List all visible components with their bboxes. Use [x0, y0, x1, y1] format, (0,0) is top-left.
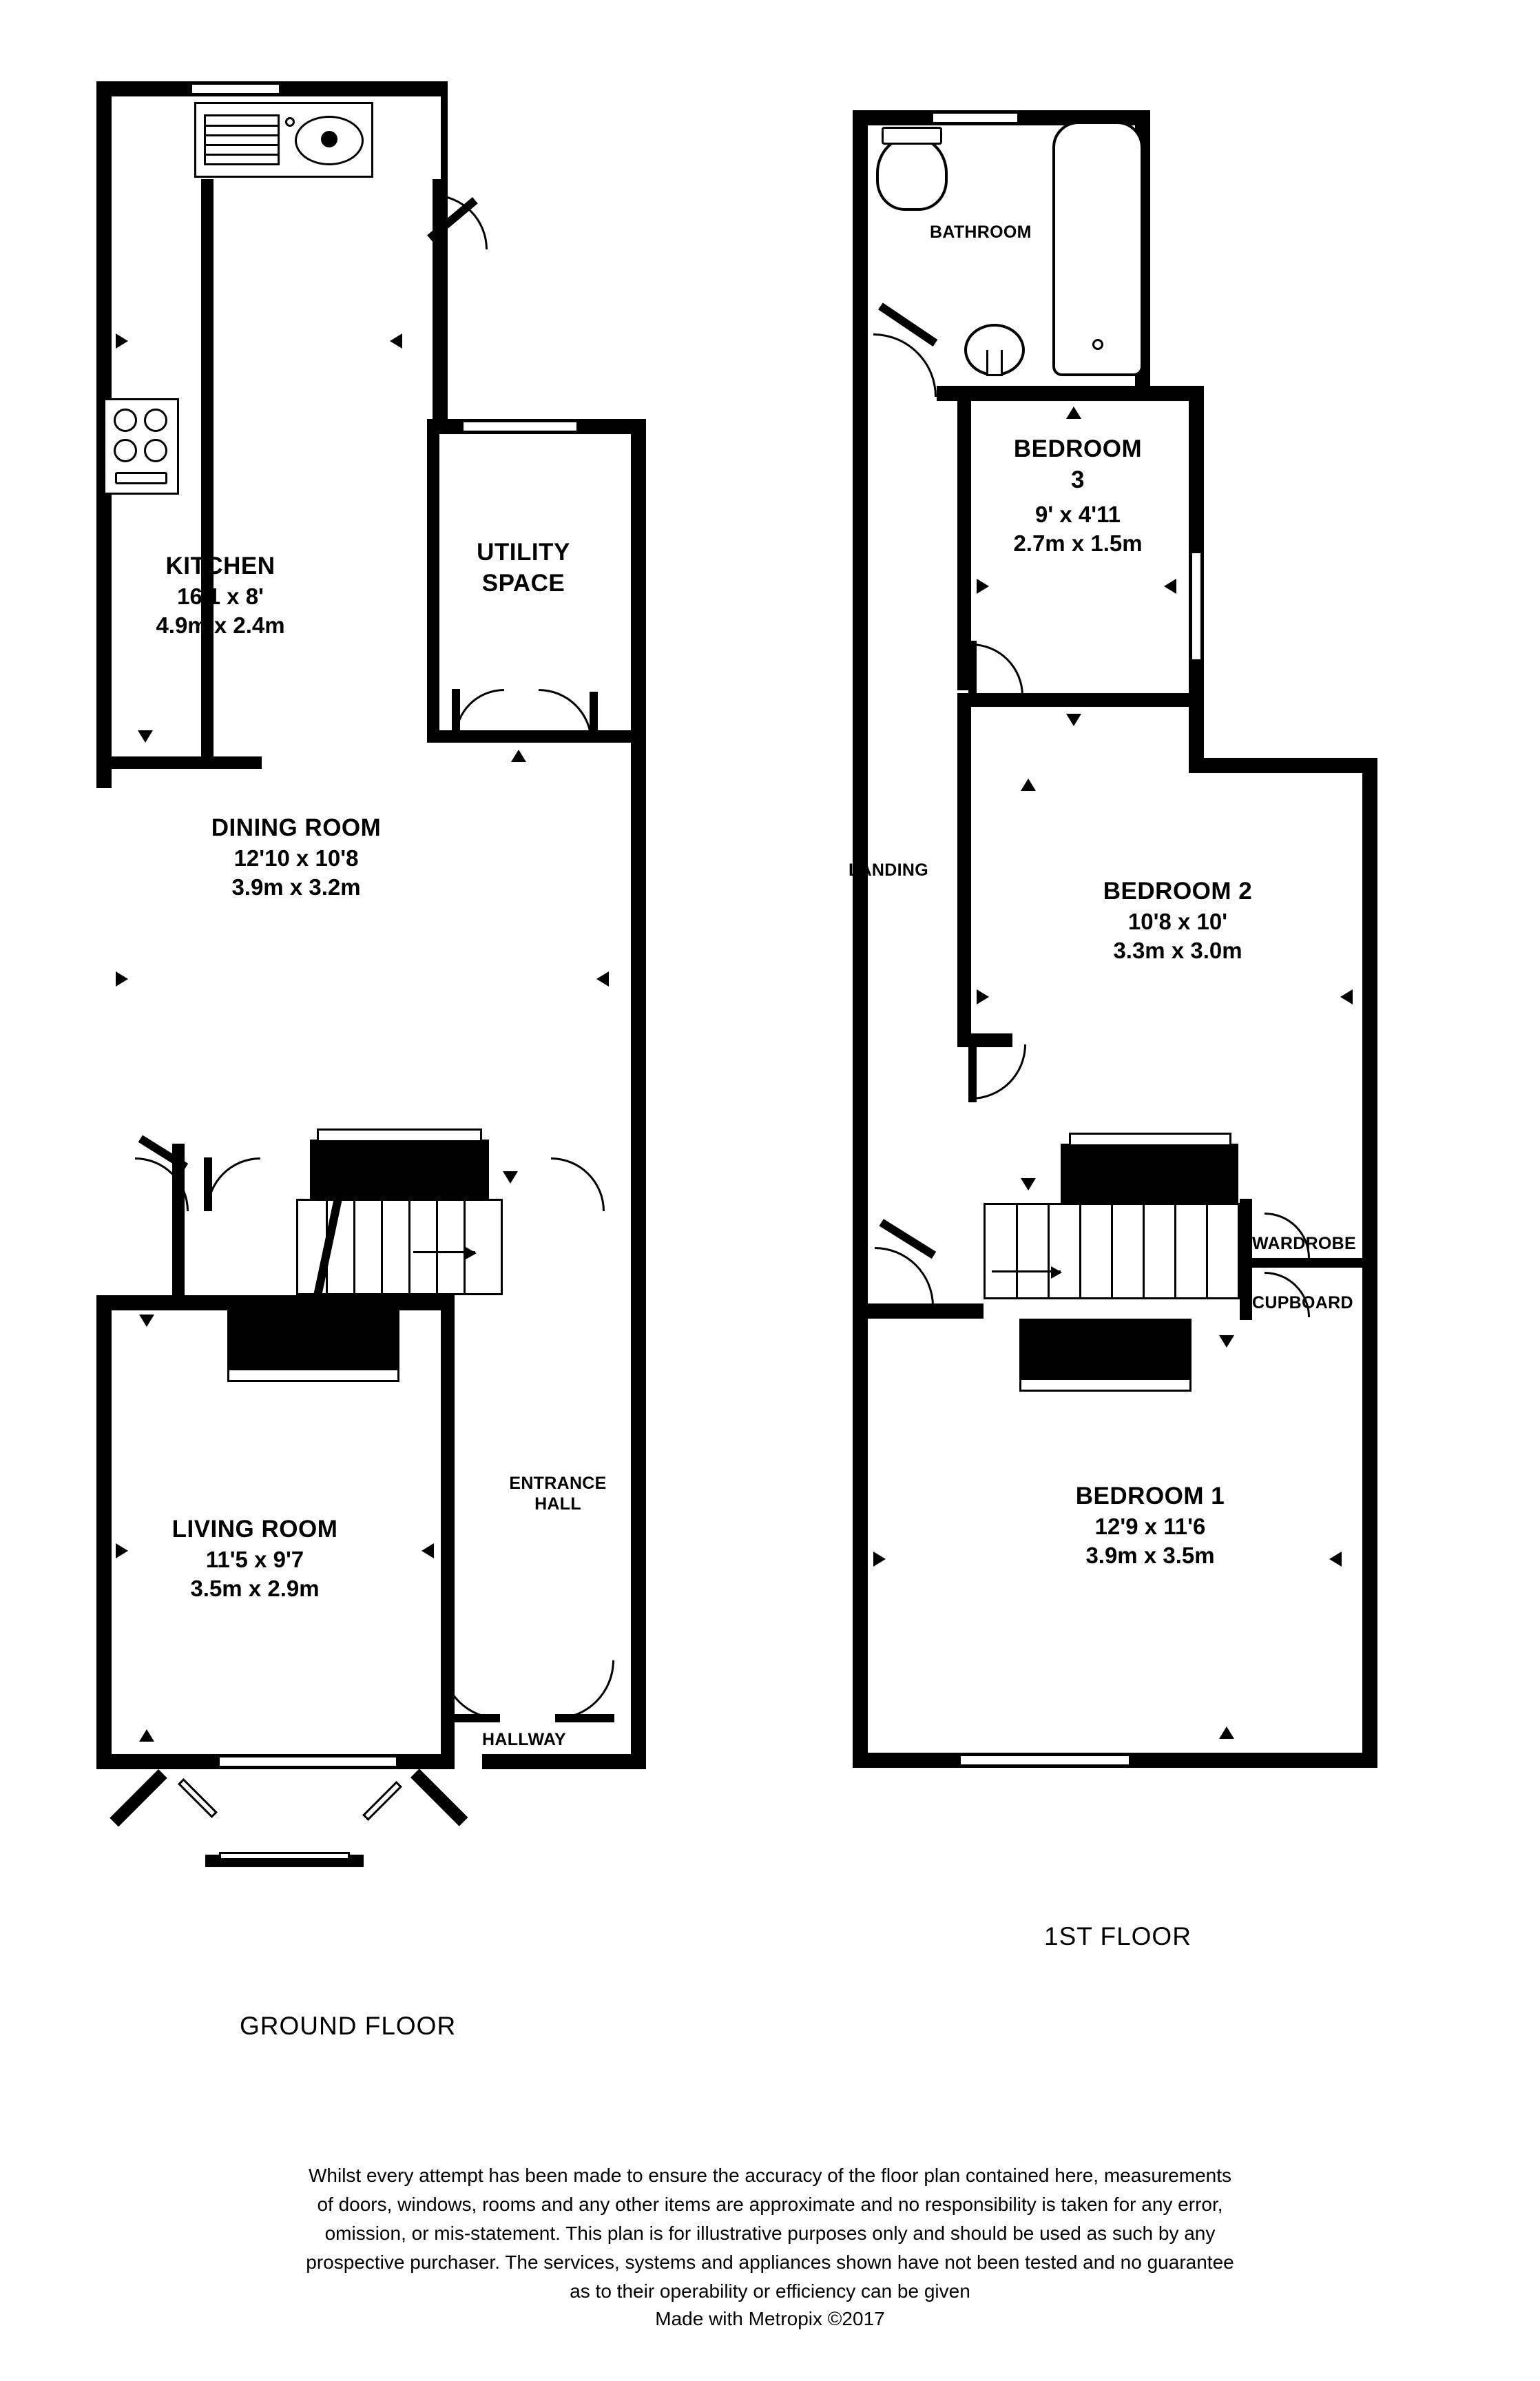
door-arc-kitchen-utility: [433, 194, 488, 249]
dim-arrow-dining-right: [596, 971, 609, 987]
door-leaf-bedroom2: [968, 1044, 977, 1102]
bed3-name-line-1: BEDROOM: [1013, 435, 1143, 462]
wall-first-left: [853, 110, 868, 1768]
door-leaf-dining-rear: [204, 1157, 212, 1211]
stair-first-bottom-infill: [1019, 1378, 1192, 1392]
door-arc-utility-dining: [455, 689, 504, 739]
hob-ring-4: [144, 439, 167, 462]
bay-wall-left: [110, 1769, 167, 1826]
door-leaf-entrance: [555, 1714, 614, 1722]
entrance-hall-line-2: HALL: [534, 1494, 581, 1514]
door-leaf-bedroom3: [968, 641, 977, 696]
bay-window-left: [178, 1778, 218, 1818]
stair-top-block: [310, 1140, 489, 1199]
entrance-hall-line-1: ENTRANCE: [509, 1474, 607, 1493]
annotation-hallway: HALLWAY: [482, 1730, 567, 1749]
disclaimer-line-2: of doors, windows, rooms and any other items are approximate and no responsibility is taken for any error,: [317, 2194, 1223, 2215]
dim-arrow-living-bottom: [139, 1729, 154, 1742]
utility-line-1: UTILITY: [477, 539, 570, 566]
door-arc-hall-stairs: [551, 1157, 605, 1211]
bed3-imperial: 9' x 4'11: [1035, 501, 1121, 527]
wall-ground-bottom-right: [482, 1754, 646, 1769]
window-bed3-right: [1190, 551, 1203, 661]
bed2-name: BEDROOM 2: [1103, 878, 1253, 905]
door-arc-entrance: [555, 1660, 614, 1720]
bay-window-right: [362, 1781, 402, 1821]
dim-arrow-utility-bottom: [511, 750, 526, 762]
hob-controls: [115, 472, 167, 484]
bed3-name-line-2: 3: [1071, 466, 1085, 493]
annotation-entrance-hall: [482, 1473, 634, 1514]
window-kitchen-top: [190, 83, 281, 95]
wall-living-top: [96, 1295, 455, 1310]
wall-ground-right: [631, 419, 646, 1769]
living-metric: 3.5m x 2.9m: [190, 1576, 320, 1602]
window-bathroom-top: [931, 112, 1019, 124]
dim-arrow-bed2-left: [977, 989, 989, 1004]
stair-bottom-block: [227, 1309, 399, 1368]
first-floor-title: 1ST FLOOR: [1044, 1922, 1192, 1950]
dim-arrow-bed1-left: [873, 1552, 886, 1567]
wall-wardrobe-split: [1240, 1258, 1376, 1268]
stair-first-bottom-block: [1019, 1319, 1192, 1378]
door-arc-dining-rear: [207, 1157, 260, 1211]
room-label-kitchen: [96, 551, 344, 640]
toilet-cistern: [882, 127, 942, 145]
disclaimer-line-4: prospective purchaser. The services, systems and appliances shown have not been tested and no guarantee: [306, 2251, 1234, 2273]
dim-arrow-dining-left: [116, 971, 128, 987]
kitchen-hob: [103, 398, 179, 495]
sink-draining-board: [204, 114, 280, 165]
dim-arrow-bed2-bottom: [1021, 1178, 1036, 1190]
stair-bottom-infill: [227, 1368, 399, 1382]
room-label-bedroom3: [964, 434, 1192, 558]
hob-ring-3: [114, 439, 137, 462]
door-leaf-hall-living: [441, 1714, 500, 1722]
bed2-imperial: 10'8 x 10': [1127, 908, 1228, 934]
room-label-bedroom2: [1019, 876, 1336, 965]
wall-bathroom-bottom: [937, 386, 1143, 401]
door-arc-bedroom1: [875, 1247, 934, 1306]
annotation-wardrobe: WARDROBE: [1252, 1234, 1357, 1253]
dim-arrow-bed1-bottom: [1219, 1727, 1234, 1739]
staircase-first: [984, 1203, 1240, 1299]
dim-arrow-bed3-right: [1164, 579, 1176, 594]
door-arc-bedroom3: [971, 643, 1023, 696]
sink-plughole: [321, 131, 337, 147]
dim-arrow-bed2-right: [1340, 989, 1353, 1004]
bath-tap: [1092, 339, 1103, 350]
wall-bed3-bottom: [1189, 758, 1376, 773]
dim-arrow-bed3-top: [1066, 406, 1081, 419]
wall-kitchen-right: [201, 96, 214, 756]
kitchen-metric: 4.9m x 2.4m: [156, 612, 285, 639]
dim-arrow-kitchen-right: [390, 333, 402, 349]
annotation-landing: LANDING: [849, 860, 928, 880]
dim-arrow-dining-bottom: [503, 1171, 518, 1184]
dim-arrow-bed3-left: [977, 579, 989, 594]
door-arc-bedroom2: [971, 1044, 1026, 1100]
stair-first-top-block: [1061, 1144, 1238, 1203]
wall-hall-left: [172, 1213, 185, 1309]
basin-pedestal: [986, 350, 1003, 376]
hob-ring-1: [114, 409, 137, 432]
metropix-credit: Made with Metropix ©2017: [655, 2308, 885, 2329]
room-label-utility: [434, 537, 613, 599]
room-label-bathroom: BATHROOM: [930, 223, 1032, 242]
door-arc-dining-hall: [539, 689, 592, 743]
dining-imperial: 12'10 x 10'8: [233, 845, 359, 871]
window-bed1-bottom: [959, 1754, 1131, 1766]
bay-wall-right: [410, 1769, 468, 1826]
disclaimer-line-3: omission, or mis-statement. This plan is for illustrative purposes only and should be used as such by any: [324, 2223, 1216, 2244]
door-leaf-dining-hall: [590, 692, 598, 743]
room-label-dining: [103, 813, 489, 902]
window-utility-top: [461, 420, 579, 433]
window-living-bottom: [218, 1755, 398, 1768]
living-imperial: 11'5 x 9'7: [205, 1546, 304, 1572]
annotation-cupboard: CUPBOARD: [1252, 1293, 1353, 1312]
toilet: [876, 135, 948, 211]
dim-arrow-living-right: [422, 1543, 434, 1558]
dim-arrow-bed2-top: [1021, 779, 1036, 791]
dim-arrow-bed1-top: [1219, 1335, 1234, 1348]
wall-bed2-bed1-divider: [959, 1303, 984, 1319]
door-leaf-utility-dining: [452, 689, 460, 740]
dining-metric: 3.9m x 3.2m: [231, 874, 361, 900]
stair-first-top-infill: [1069, 1133, 1231, 1146]
bed2-metric: 3.3m x 3.0m: [1113, 938, 1242, 964]
bed1-metric: 3.9m x 3.5m: [1085, 1543, 1215, 1569]
disclaimer-line-1: Whilst every attempt has been made to ensure the accuracy of the floor plan contained here, measurements: [308, 2165, 1232, 2186]
bed3-metric: 2.7m x 1.5m: [1013, 530, 1143, 556]
utility-line-2: SPACE: [481, 569, 565, 597]
bed1-name: BEDROOM 1: [1075, 1483, 1225, 1509]
room-label-bedroom1: [992, 1481, 1309, 1570]
living-name: LIVING ROOM: [171, 1516, 338, 1543]
ground-floor-title: GROUND FLOOR: [240, 2012, 457, 2040]
kitchen-imperial: 16'1 x 8': [177, 583, 264, 609]
stair-direction-arrow-ground: [413, 1251, 475, 1253]
bed1-imperial: 12'9 x 11'6: [1094, 1513, 1206, 1539]
stair-top-infill: [317, 1128, 482, 1142]
sink-tap: [285, 117, 295, 127]
kitchen-name: KITCHEN: [165, 553, 275, 579]
hob-ring-2: [144, 409, 167, 432]
stair-direction-arrow-first: [992, 1270, 1061, 1272]
dim-arrow-kitchen-bottom: [138, 730, 153, 743]
room-label-living: [96, 1514, 413, 1603]
dim-arrow-bed3-bottom: [1066, 714, 1081, 726]
dining-name: DINING ROOM: [211, 814, 382, 841]
disclaimer-line-5: as to their operability or efficiency can be given: [570, 2280, 970, 2302]
bay-window-center: [219, 1852, 350, 1860]
wall-kitchen-dining: [96, 756, 262, 769]
bathtub: [1052, 121, 1143, 376]
dim-arrow-kitchen-left: [116, 333, 128, 349]
dim-arrow-living-top: [139, 1315, 154, 1327]
dim-arrow-bed1-right: [1329, 1552, 1342, 1567]
